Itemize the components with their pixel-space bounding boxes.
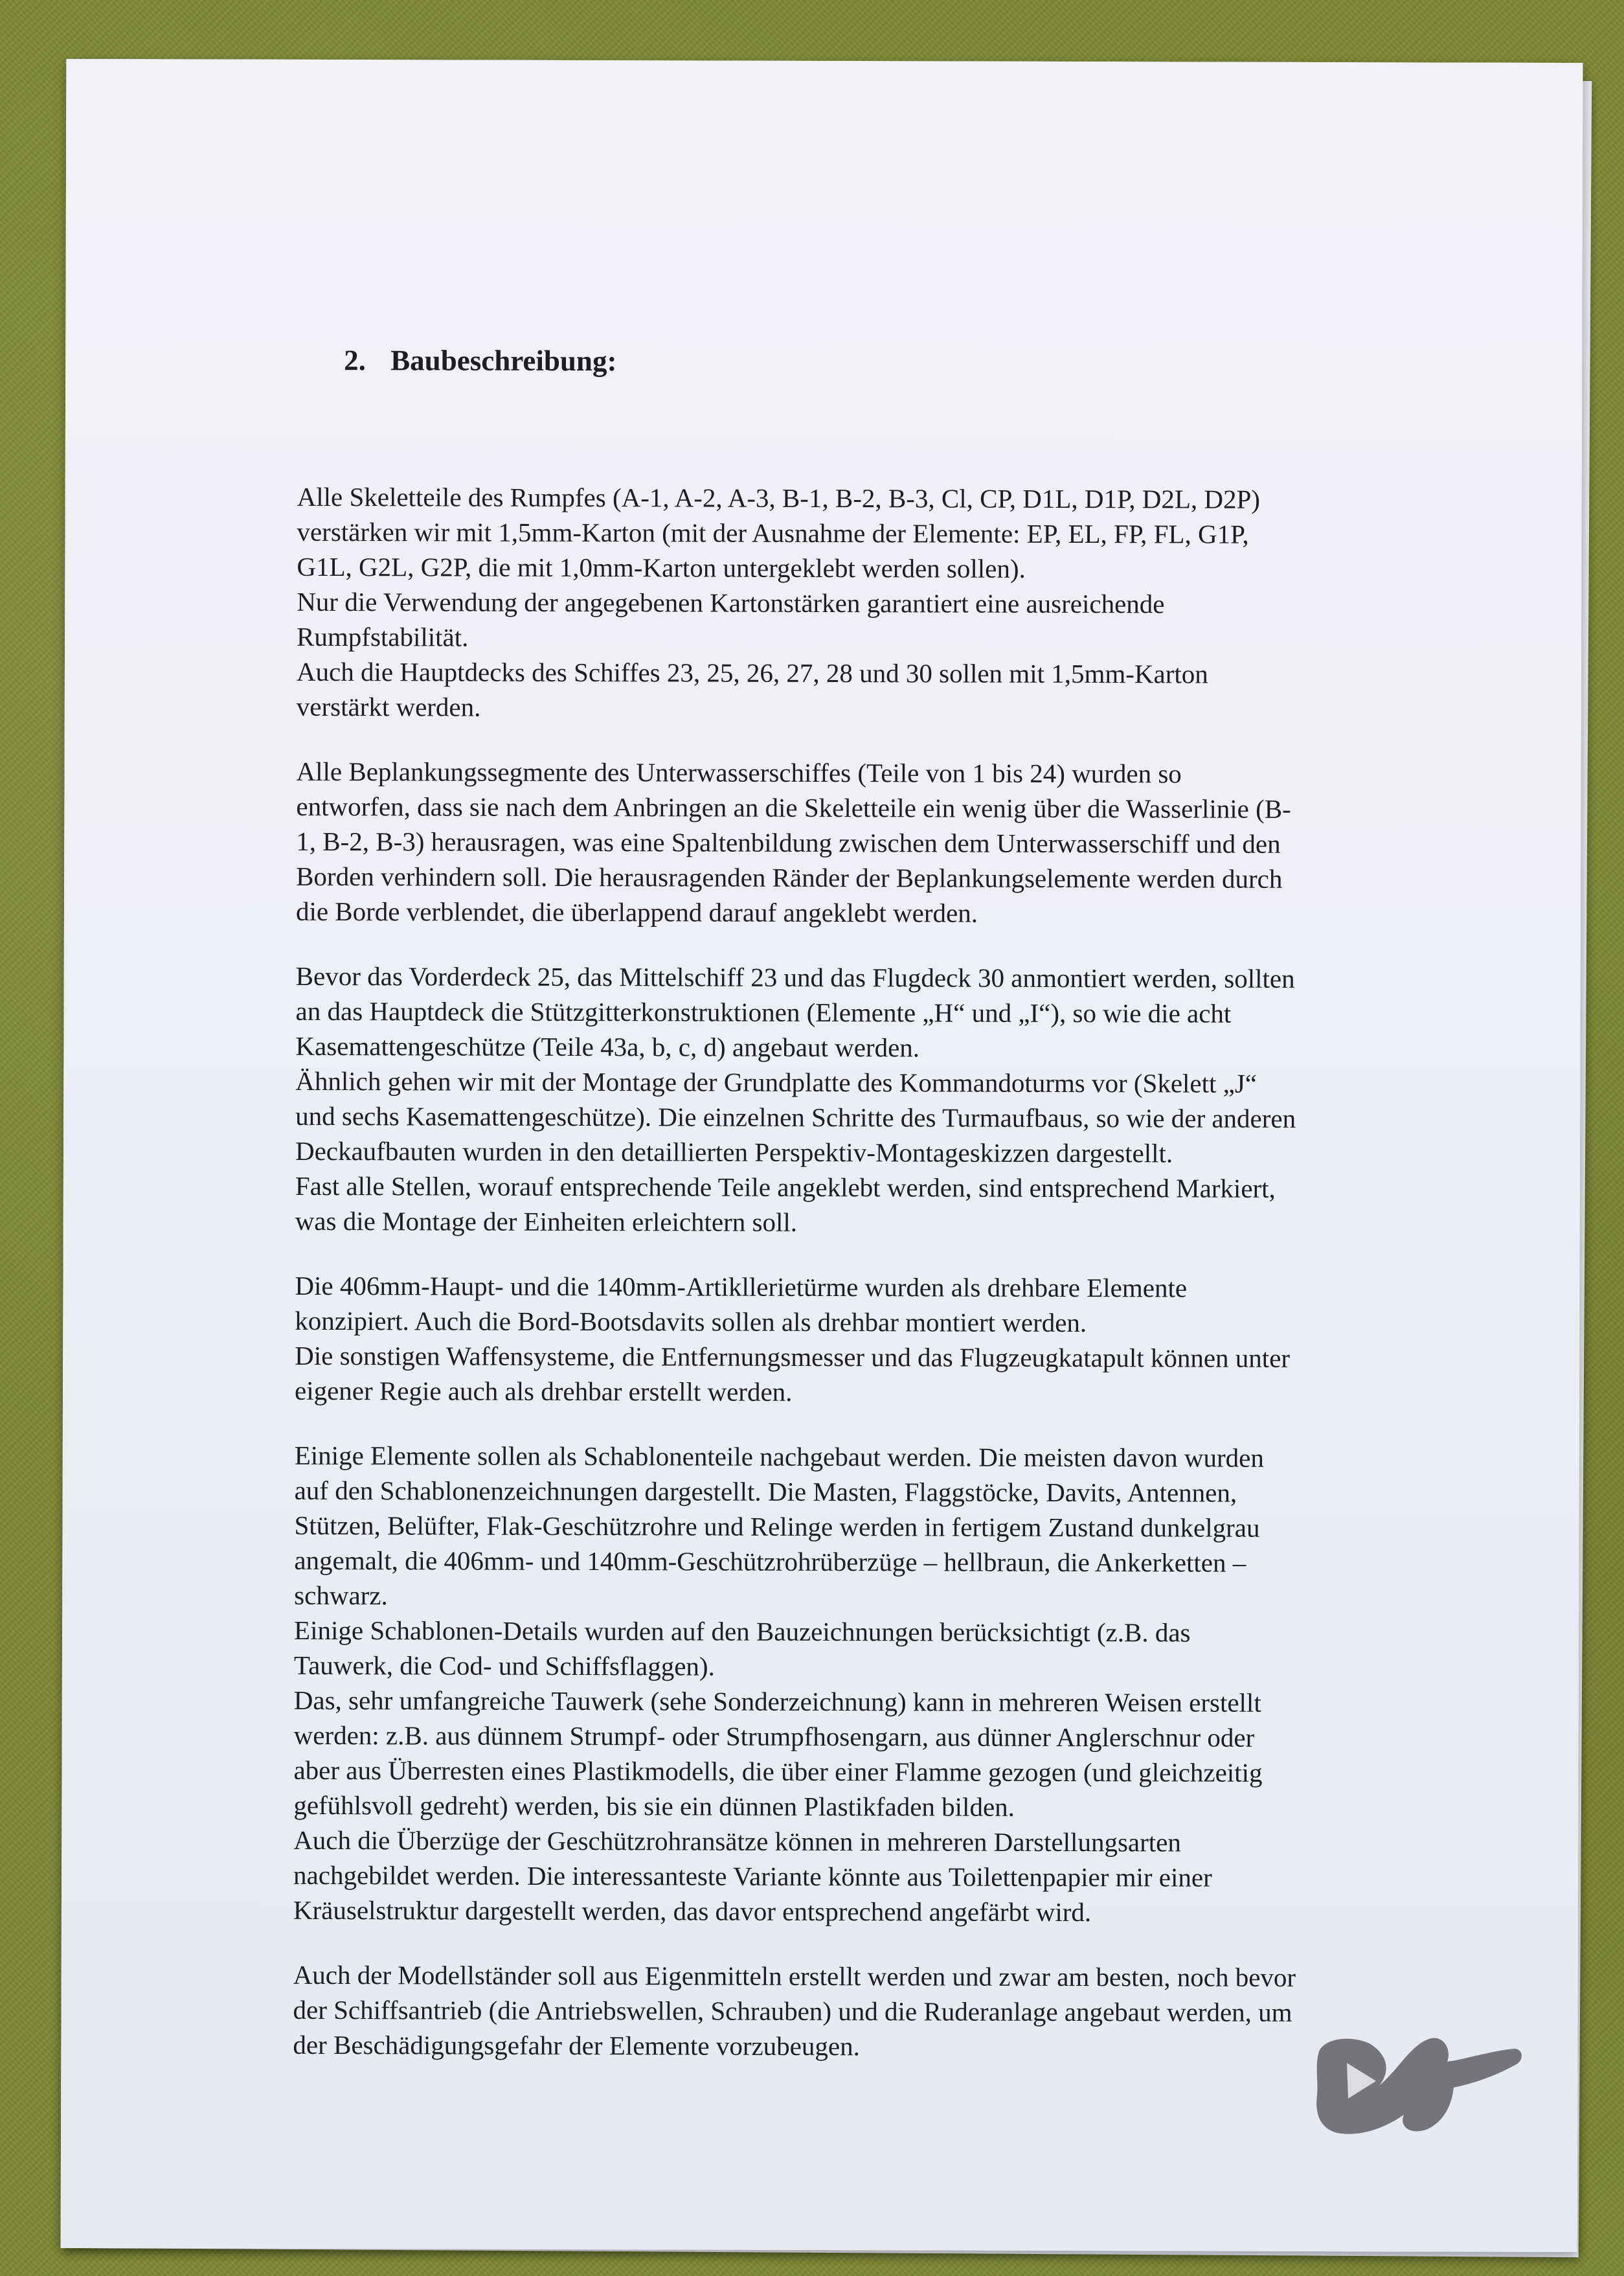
text-line: Nur die Verwendung der angegebenen Kartonstärken garantiert eine ausreichende <box>297 586 1165 619</box>
paragraph-2 <box>296 754 1475 932</box>
text-line: Tauwerk, die Cod- und Schiffsflaggen). <box>293 1650 715 1681</box>
text-line: angemalt, die 406mm- und 140mm-Geschützrohrüberzüge – hellbraun, die Ankerketten – <box>294 1545 1246 1578</box>
paragraph-5 <box>293 1438 1473 1931</box>
paper-sheet <box>61 59 1583 2252</box>
paragraph-3 <box>295 959 1474 1242</box>
paragraph-6 <box>293 1957 1471 2065</box>
text-line: auf den Schablonenzeichnungen dargestellt. Die Masten, Flaggstöcke, Davits, Antennen, <box>294 1475 1237 1508</box>
text-line: aber aus Überresten eines Plastikmodells, die über einer Flamme gezogen (und gleichzeitig <box>293 1755 1263 1788</box>
text-line: verstärkt werden. <box>296 691 481 722</box>
text-line: Einige Schablonen-Details wurden auf den Bauzeichnungen berücksichtigt (z.B. das <box>294 1615 1191 1648</box>
text-line: Kräuselstruktur dargestellt werden, das davor entsprechend angefärbt wird. <box>293 1895 1092 1928</box>
text-line: gefühlsvoll gedreht) werden, bis sie ein dünnen Plastikfaden bilden. <box>293 1790 1015 1822</box>
paragraph-4 <box>295 1268 1474 1411</box>
text-line: Alle Skeletteile des Rumpfes (A-1, A-2, A-3, B-1, B-2, B-3, Cl, CP, D1L, D1P, D2L, D2P) <box>297 481 1261 514</box>
paragraph-1 <box>297 479 1476 727</box>
text-line: Einige Elemente sollen als Schablonenteile nachgebaut werden. Die meisten davon wurden <box>294 1440 1264 1473</box>
section-title: Baubeschreibung: <box>390 344 617 378</box>
redaction-mark <box>1316 2038 1522 2134</box>
text-line: Kasemattengeschütze (Teile 43a, b, c, d) angebaut werden. <box>295 1030 920 1063</box>
text-line: Das, sehr umfangreiche Tauwerk (sehe Sonderzeichnung) kann in mehreren Weisen erstellt <box>293 1685 1261 1718</box>
text-line: 1, B-2, B-3) herausragen, was eine Spaltenbildung zwischen dem Unterwasserschiff und den <box>296 826 1281 859</box>
text-line: entworfen, dass sie nach dem Anbringen an die Skeletteile ein wenig über die Wasserlinie (B- <box>296 791 1291 824</box>
text-line: Die sonstigen Waffensysteme, die Entfernungsmesser und das Flugzeugkatapult können unter <box>295 1340 1291 1373</box>
body-text <box>293 479 1476 2095</box>
text-line: und sechs Kasemattengeschütze). Die einzelnen Schritte des Turmaufbaus, so wie der anderen <box>295 1100 1296 1133</box>
text-line: der Schiffsantrieb (die Antriebswellen, Schrauben) und die Ruderanlage angebaut werden, um <box>293 1994 1292 2027</box>
text-line: was die Montage der Einheiten erleichtern soll. <box>295 1205 798 1237</box>
document-content <box>234 279 1465 2062</box>
text-line: eigener Regie auch als drehbar erstellt werden. <box>294 1375 793 1407</box>
text-line: Rumpfstabilität. <box>297 621 469 652</box>
section-number: 2. <box>344 344 367 377</box>
text-line: Borden verhindern soll. Die herausragenden Ränder der Beplankungselemente werden durch <box>296 861 1283 894</box>
text-line: nachgebildet werden. Die interessanteste Variante könnte aus Toilettenpapier mir einer <box>293 1860 1212 1893</box>
text-line: konzipiert. Auch die Bord-Bootsdavits sollen als drehbar montiert werden. <box>295 1305 1087 1338</box>
text-line: Die 406mm-Haupt- und die 140mm-Artikllerietürme wurden als drehbare Elemente <box>295 1270 1188 1303</box>
text-line: G1L, G2L, G2P, die mit 1,0mm-Karton untergeklebt werden sollen). <box>297 551 1026 584</box>
text-line: Auch die Hauptdecks des Schiffes 23, 25, 26, 27, 28 und 30 sollen mit 1,5mm-Karton <box>296 656 1208 689</box>
text-line: Deckaufbauten wurden in den detaillierten Perspektiv-Montageskizzen dargestellt. <box>295 1135 1173 1168</box>
text-line: die Borde verblendet, die überlappend darauf angeklebt werden. <box>295 896 978 928</box>
text-line: Auch die Überzüge der Geschützrohransätze können in mehreren Darstellungsarten <box>293 1825 1181 1858</box>
text-line: Auch der Modellständer soll aus Eigenmitteln erstellt werden und zwar am besten, noch bevor <box>293 1959 1296 1992</box>
text-line: werden: z.B. aus dünnem Strumpf- oder Strumpfhosengarn, aus dünner Anglerschnur oder <box>293 1720 1255 1753</box>
text-line: der Beschädigungsgefahr der Elemente vorzubeugen. <box>293 2029 860 2062</box>
text-line: Stützen, Belüfter, Flak-Geschützrohre und Relinge werden in fertigem Zustand dunkelgrau <box>294 1510 1260 1543</box>
text-line: schwarz. <box>294 1580 388 1611</box>
text-line: Bevor das Vorderdeck 25, das Mittelschiff 23 und das Flugdeck 30 anmontiert werden, sollten <box>295 961 1295 994</box>
text-line: verstärken wir mit 1,5mm-Karton (mit der Ausnahme der Elemente: EP, EL, FP, FL, G1P, <box>297 516 1249 549</box>
text-line: an das Hauptdeck die Stützgitterkonstruktionen (Elemente „H“ und „I“), so wie die acht <box>295 996 1232 1029</box>
text-line: Alle Beplankungssegmente des Unterwasserschiffes (Teile von 1 bis 24) wurden so <box>296 756 1182 789</box>
redacted-signature <box>1308 2024 1528 2147</box>
section-heading <box>344 343 616 378</box>
text-line: Fast alle Stellen, worauf entsprechende Teile angeklebt werden, sind entsprechend Markiert, <box>295 1170 1276 1203</box>
text-line: Ähnlich gehen wir mit der Montage der Grundplatte des Kommandoturms vor (Skelett „J“ <box>295 1065 1257 1098</box>
